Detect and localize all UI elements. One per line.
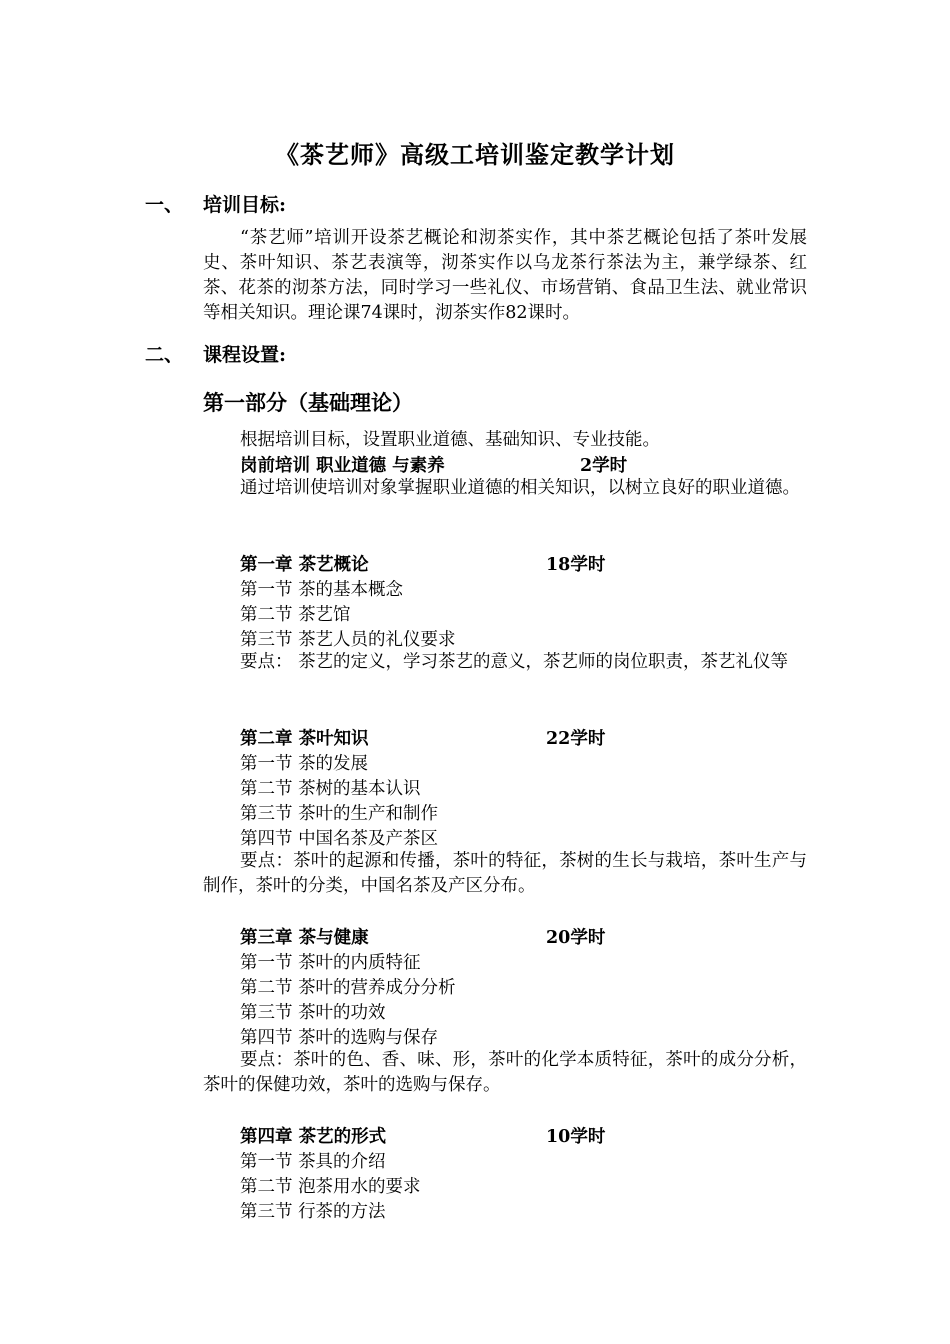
- pre-training-desc: 通过培训使培训对象掌握职业道德的相关知识，以树立良好的职业道德。: [240, 478, 800, 498]
- chapter-2-keypoints: 要点：茶叶的起源和传播，茶叶的特征，茶树的生长与栽培，茶叶生产与制作，茶叶的分类，中国名茶及产区分布。: [203, 851, 807, 896]
- chapter-3-section-4: 第四节 茶叶的选购与保存: [240, 1028, 439, 1048]
- chapter-1-title: 第一章 茶艺概论: [240, 555, 369, 575]
- chapter-3-section-2: 第二节 茶叶的营养成分分析: [240, 978, 456, 998]
- chapter-1-hours: 18学时: [546, 555, 606, 575]
- chapter-2-section-2: 第二节 茶树的基本认识: [240, 779, 421, 799]
- chapter-3-hours: 20学时: [546, 928, 606, 948]
- chapter-1-section-2: 第二节 茶艺馆: [240, 605, 351, 625]
- chapter-2-section-3: 第三节 茶叶的生产和制作: [240, 804, 439, 824]
- chapter-4-section-2: 第二节 泡茶用水的要求: [240, 1177, 421, 1197]
- chapter-4-section-3: 第三节 行茶的方法: [240, 1202, 386, 1222]
- section-number-2: 二、: [145, 344, 184, 366]
- chapter-4-title: 第四章 茶艺的形式: [240, 1127, 387, 1147]
- chapter-1-section-1: 第一节 茶的基本概念: [240, 580, 404, 600]
- chapter-3-title: 第三章 茶与健康: [240, 928, 369, 948]
- chapter-4-section-1: 第一节 茶具的介绍: [240, 1152, 386, 1172]
- document-title: 《茶艺师》高级工培训鉴定教学计划: [275, 140, 675, 169]
- part-heading: 第一部分（基础理论）: [203, 390, 413, 415]
- chapter-3-keypoints: 要点：茶叶的色、香、味、形，茶叶的化学本质特征，茶叶的成分分析，茶叶的保健功效，茶叶的选购与保存。: [203, 1050, 807, 1095]
- chapter-4-hours: 10学时: [546, 1127, 606, 1147]
- part-intro: 根据培训目标，设置职业道德、基础知识、专业技能。: [240, 430, 660, 450]
- chapter-2-title: 第二章 茶叶知识: [240, 729, 369, 749]
- chapter-3-section-3: 第三节 茶叶的功效: [240, 1003, 386, 1023]
- chapter-2-section-1: 第一节 茶的发展: [240, 754, 369, 774]
- chapter-1-keypoints: 要点： 茶艺的定义，学习茶艺的意义，茶艺师的岗位职责，茶艺礼仪等: [240, 652, 789, 672]
- chapter-2-hours: 22学时: [546, 729, 606, 749]
- chapter-3-section-1: 第一节 茶叶的内质特征: [240, 953, 421, 973]
- pre-training-hours: 2学时: [580, 456, 628, 476]
- pre-training-title: 岗前培训 职业道德 与素养: [240, 456, 445, 476]
- chapter-2-section-4: 第四节 中国名茶及产茶区: [240, 829, 439, 849]
- section-number-1: 一、: [145, 194, 184, 216]
- section-heading-curriculum: 课程设置:: [203, 344, 287, 366]
- training-goals-paragraph: “茶艺师”培训开设茶艺概论和沏茶实作，其中茶艺概论包括了茶叶发展史、茶叶知识、茶艺表演等，沏茶实作以乌龙茶行茶法为主，兼学绿茶、红茶、花茶的沏茶方法，同时学习一些礼仪、市场营销、食品卫生法、就业常识等相关知识。理论课74课时，沏茶实作82课时。: [203, 228, 807, 323]
- chapter-1-section-3: 第三节 茶艺人员的礼仪要求: [240, 630, 456, 650]
- section-heading-training-goals: 培训目标:: [203, 194, 287, 216]
